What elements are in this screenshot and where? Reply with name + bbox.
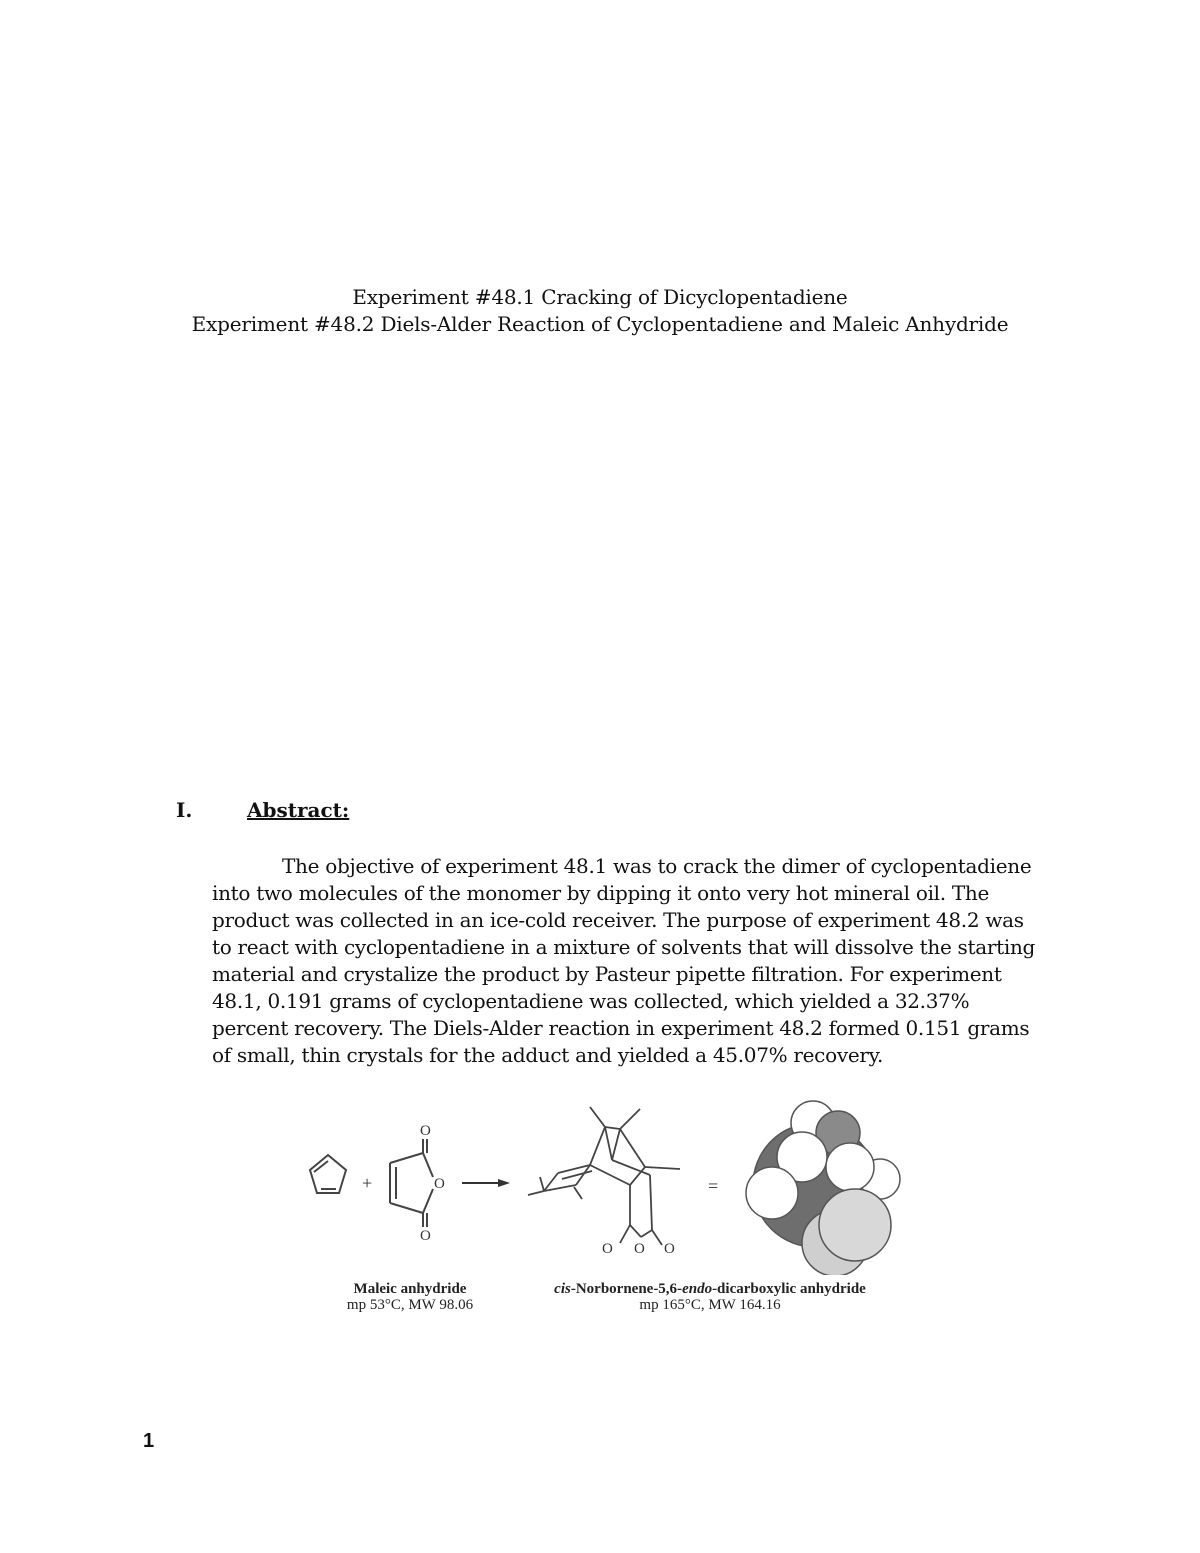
reaction-scheme-diagram — [290, 1095, 910, 1275]
product-name-italic: endo — [682, 1281, 713, 1297]
product-name-suffix: -dicarboxylic anhydride — [712, 1281, 866, 1297]
space-filling-model — [746, 1101, 900, 1275]
product-caption — [520, 1281, 900, 1313]
oxygen-label: O — [634, 1241, 645, 1257]
document-title — [0, 284, 1200, 338]
product-properties: mp 165°C, MW 164.16 — [639, 1297, 781, 1313]
section-title: Abstract: — [247, 798, 350, 822]
reactant-caption — [330, 1281, 490, 1313]
page-number: 1 — [143, 1430, 155, 1452]
reactant-name: Maleic anhydride — [353, 1281, 467, 1297]
reaction-arrow — [462, 1179, 510, 1187]
product-name — [520, 1281, 900, 1297]
cyclopentadiene-structure — [310, 1155, 346, 1193]
oxygen-label: O — [434, 1176, 445, 1192]
plus-sign: + — [362, 1173, 373, 1193]
reactant-properties: mp 53°C, MW 98.06 — [346, 1297, 474, 1313]
equals-sign: = — [708, 1176, 719, 1196]
reaction-figure — [290, 1095, 910, 1325]
maleic-anhydride-structure — [390, 1139, 433, 1227]
oxygen-label: O — [664, 1241, 675, 1257]
oxygen-label: O — [602, 1241, 613, 1257]
product-name-prefix: cis — [554, 1281, 571, 1297]
title-line-1: Experiment #48.1 Cracking of Dicyclopentadiene — [352, 285, 848, 309]
norbornene-anhydride-structure — [528, 1107, 680, 1245]
oxygen-label: O — [420, 1123, 431, 1139]
oxygen-label: O — [420, 1228, 431, 1244]
section-number: I. — [176, 798, 193, 822]
product-name-mid: -Norbornene-5,6- — [570, 1281, 683, 1297]
title-line-2: Experiment #48.2 Diels-Alder Reaction of Cyclopentadiene and Maleic Anhydride — [191, 312, 1009, 336]
abstract-paragraph: The objective of experiment 48.1 was to crack the dimer of cyclopentadiene into two molecules of the monomer by dipping it onto very hot mineral oil. The product was collected in an ice-cold receiver. The purpose of experiment 48.2 was to react with cyclopentadiene in a mixture of solvents that will dissolve the starting material and crystalize the product by Pasteur pipette filtration. For experiment 48.1, 0.191 grams of cyclopentadiene was collected, which yielded a 32.37% percent recovery. The Diels-Alder reaction in experiment 48.2 formed 0.151 grams of small, thin crystals for the adduct and yielded a 45.07% recovery. — [212, 854, 1036, 1067]
